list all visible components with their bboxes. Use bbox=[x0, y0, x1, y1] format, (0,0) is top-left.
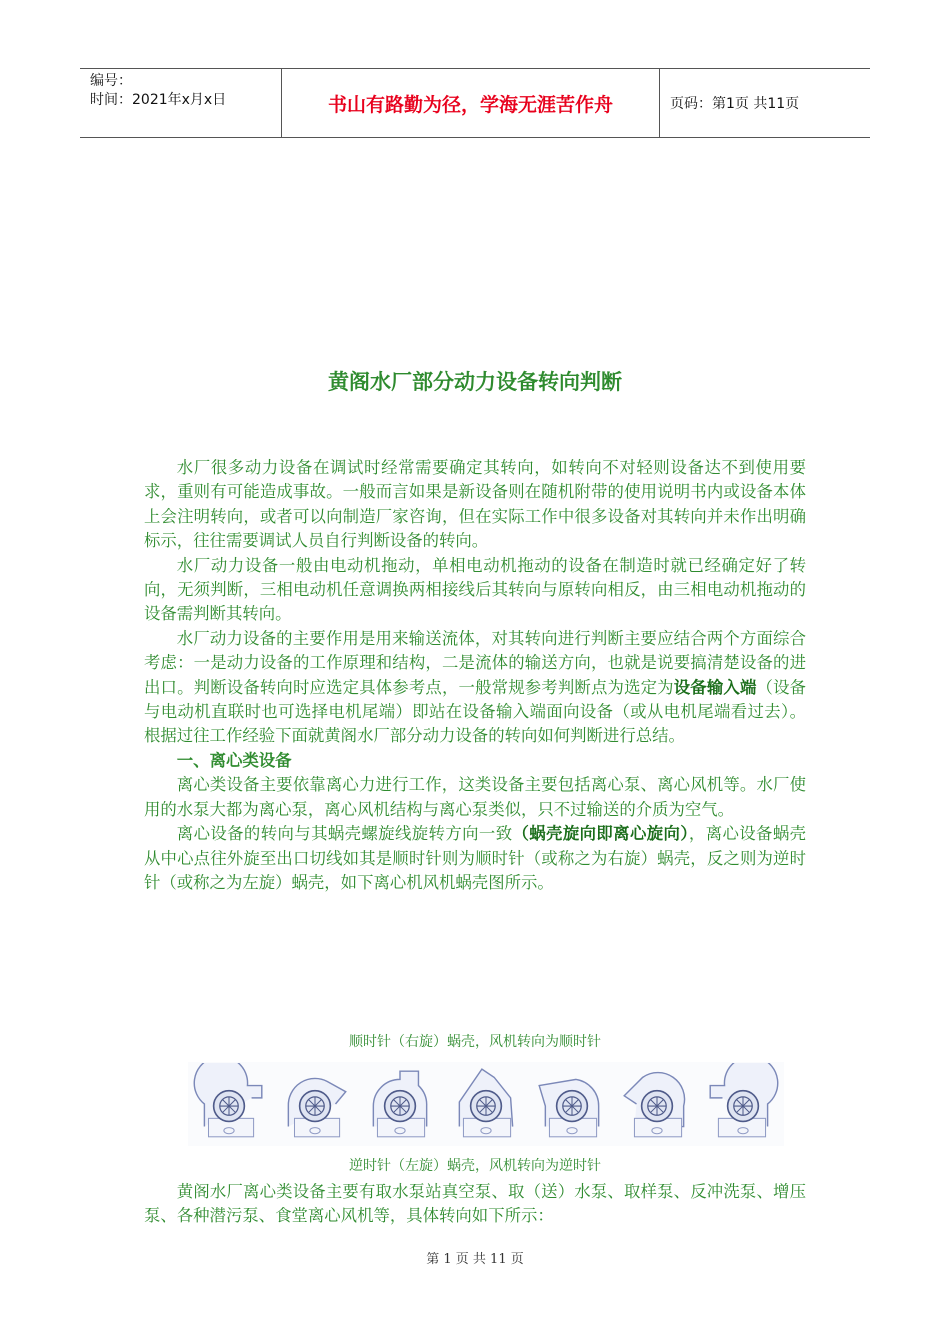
fan-volute-image-2 bbox=[274, 1063, 356, 1145]
document-body-continued bbox=[144, 1180, 806, 1229]
paragraph-6: 黄阁水厂离心类设备主要有取水泵站真空泵、取（送）水泵、取样泵、反冲洗泵、增压泵、各种潜污泵、食堂离心风机等，具体转向如下所示： bbox=[144, 1182, 806, 1226]
paragraph-3-bold: 设备输入端 bbox=[673, 677, 757, 697]
paragraph-5-text-a: 离心设备的转向与其蜗壳螺旋线旋转方向一致 bbox=[176, 824, 513, 844]
section-heading-1: 一、离心类设备 bbox=[176, 750, 292, 770]
paragraph-3-text-a: 水厂动力设备的主要作用是用来输送流体，对其转向进行判断主要应结合两个方面综合考虑：一是动力设备的工作原理和结构，二是流体的输送方向，也就是说要搞清楚设备的进出口。判断设备转向时应选定具体参考点，一般常规参考判断点为选定为 bbox=[144, 628, 806, 697]
paragraph-2: 水厂动力设备一般由电动机拖动，单相电动机拖动的设备在制造时就已经确定好了转向，无须判断，三相电动机任意调换两相接线后其转向与原转向相反，由三相电动机拖动的设备需判断其转向。 bbox=[144, 555, 806, 624]
header-motto: 书山有路勤为径，学海无涯苦作舟 bbox=[282, 69, 660, 137]
document-body bbox=[144, 456, 806, 895]
fan-volute-image-4 bbox=[445, 1063, 527, 1145]
figure-caption-bottom: 逆时针（左旋）蜗壳，风机转向为逆时针 bbox=[349, 1158, 601, 1174]
fan-volute-image-6 bbox=[616, 1063, 698, 1145]
paragraph-5 bbox=[144, 822, 806, 895]
fan-volute-image-7 bbox=[702, 1063, 784, 1145]
page-footer: 第 1 页 共 11 页 bbox=[426, 1252, 524, 1267]
fan-volute-image-1 bbox=[188, 1063, 270, 1145]
number-label: 编号： bbox=[90, 73, 132, 89]
figure-caption-top: 顺时针（右旋）蜗壳，风机转向为顺时针 bbox=[349, 1034, 601, 1050]
fan-volute-image-3 bbox=[359, 1063, 441, 1145]
header-meta bbox=[80, 69, 282, 137]
document-title: 黄阁水厂部分动力设备转向判断 bbox=[328, 370, 622, 394]
paragraph-5-text-b: ，离心设备蜗壳从中心点往外旋至出口切线如其是顺时针则为顺时针（或称之为右旋）蜗壳，反之则为逆时针（或称之为左旋）蜗壳，如下离心机风机蜗壳图所示。 bbox=[144, 824, 806, 892]
paragraph-3-text-b: （设备与电动机直联时也可选择电机尾端）即站在设备输入端面向设备（或从电机尾端看过去）。根据过往工作经验下面就黄阁水厂部分动力设备的转向如何判断进行总结。 bbox=[144, 677, 807, 746]
paragraph-5-bold: （蜗壳旋向即离心旋向） bbox=[512, 824, 689, 844]
paragraph-4: 离心类设备主要依靠离心力进行工作，这类设备主要包括离心泵、离心风机等。水厂使用的水泵大都为离心泵，离心风机结构与离心泵类似，只不过输送的介质为空气。 bbox=[144, 775, 806, 819]
page-header bbox=[80, 68, 870, 138]
fan-volute-image-5 bbox=[531, 1063, 613, 1145]
header-page-info: 页码：第1页 共11页 bbox=[670, 96, 800, 112]
paragraph-1: 水厂很多动力设备在调试时经常需要确定其转向，如转向不对轻则设备达不到使用要求，重则有可能造成事故。一般而言如果是新设备则在随机附带的使用说明书内或设备本体上会注明转向，或者可以向制造厂家咨询，但在实际工作中很多设备对其转向并未作出明确标示，往往需要调试人员自行判断设备的转向。 bbox=[144, 458, 806, 551]
paragraph-3 bbox=[144, 627, 806, 749]
volute-figure bbox=[188, 1062, 784, 1146]
date-label: 时间：2021年x月x日 bbox=[90, 92, 227, 108]
